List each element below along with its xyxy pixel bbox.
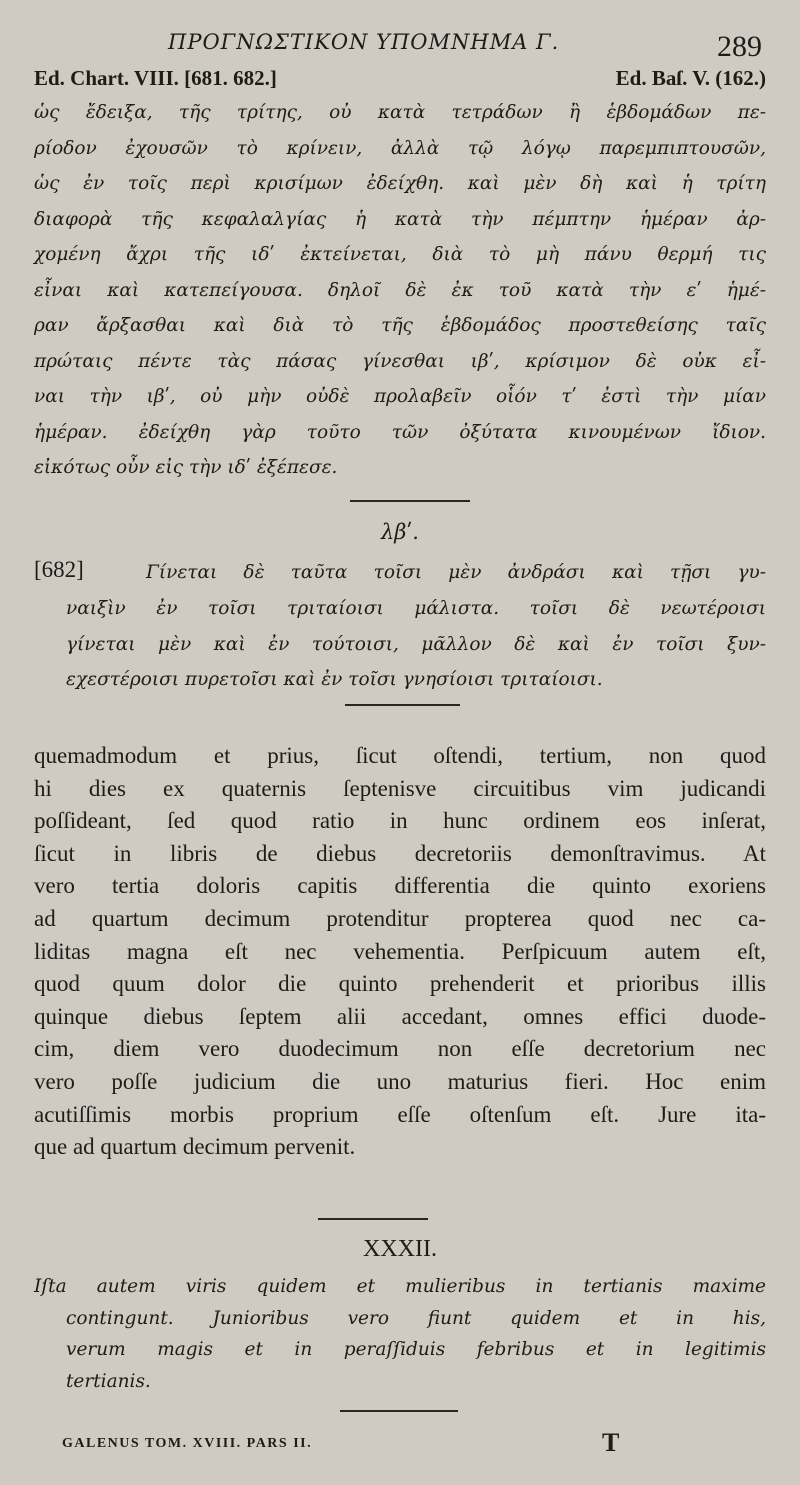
greek-commentary-line: διαφορὰ τῆς κεφαλαλγίας ἡ κατὰ τὴν πέμπτην ἡμέραν ἀρ- (34, 208, 766, 230)
greek-commentary-line: ραν ἄρξασθαι καὶ διὰ τὸ τῆς ἑβδομάδος προστεθείσης ταῖς (34, 315, 766, 336)
greek-commentary-line: χομένη ἄχρι τῆς ιδʹ ἐκτείνεται, διὰ τὸ μὴ πάνυ θερμή τις (34, 244, 766, 265)
aphorism-greek (146, 555, 766, 591)
latin-commentary-line: cim, diem vero duodecimum non eſſe decretorium nec (34, 1036, 766, 1062)
aphorism-line: Γίνεται δὲ ταῦτα τοῖσι μὲν ἀνδράσι καὶ τῇσι γυ- (146, 562, 766, 583)
latin-commentary-line: quod quum dolor die quinto prehenderit et prioribus illis (34, 971, 766, 997)
greek-commentary-line: ὡς ἔδειξα, τῆς τρίτης, οὐ κατὰ τετράδων ἢ ἑβδομάδων πε- (34, 102, 766, 123)
aphorism-greek-continued (34, 591, 766, 698)
latin-commentary-line: que ad quartum decimum pervenit. (34, 1134, 356, 1160)
latin-commentary-line: vero tertia doloris capitis differentia die quinto exoriens (34, 873, 766, 899)
greek-commentary-line: ἡμέραν. ἐδείχθη γὰρ τοῦτο τῶν ὀξύτατα κινουμένων ἴδιον. (34, 421, 766, 443)
running-title: ΠΡΟΓΝΩΣΤΙΚΟΝ ΥΠΟΜΝΗΜΑ Γ. (168, 30, 560, 54)
greek-commentary-line: ὡς ἐν τοῖς περὶ κρισίμων ἐδείχθη. καὶ μὲν δὴ καὶ ἡ τρίτη (34, 173, 766, 194)
latin-commentary-line: ſicut in libris de diebus decretoriis demonſtravimus. At (34, 840, 766, 866)
latin-commentary-line: hi dies ex quaternis ſeptenisve circuitibus vim judicandi (34, 775, 766, 801)
page-reference: [682] (34, 557, 84, 582)
page-footer (62, 1428, 712, 1458)
latin-commentary-line: vero poſſe judicium die uno maturius fieri. Hoc enim (34, 1068, 766, 1094)
greek-commentary-line: πρώταις πέντε τὰς πάσας γίνεσθαι ιβʹ, κρίσιμον δὲ οὐκ εἶ- (34, 350, 766, 372)
section-divider (350, 500, 470, 502)
section-number: XXXII. (363, 1236, 437, 1262)
latin-aphorism (34, 1271, 766, 1397)
section-divider (345, 704, 460, 706)
latin-commentary-line: acutiſſimis morbis proprium eſſe oſtenſum eſt. Jure ita- (34, 1101, 766, 1127)
greek-commentary-line: εἶναι καὶ κατεπείγουσα. δηλοῖ δὲ ἐκ τοῦ κατὰ τὴν εʹ ἡμέ- (34, 279, 766, 301)
latin-aphorism-line: tertianis. (66, 1370, 151, 1392)
greek-commentary (34, 95, 766, 486)
latin-aphorism-line: Iſta autem viris quidem et mulieribus in tertianis maxime (34, 1276, 766, 1297)
latin-commentary-line: quinque diebus ſeptem alii accedant, omnes effici duode- (34, 1003, 766, 1029)
edition-line (34, 66, 766, 94)
aphorism-line: εχεστέροισι πυρετοῖσι καὶ ἐν τοῖσι γνησίοισι τριταίοισι. (66, 669, 603, 690)
section-divider (318, 1218, 428, 1220)
latin-commentary (34, 740, 766, 1164)
section-label: λβʹ. (381, 520, 419, 544)
signature-mark: T (602, 1428, 620, 1457)
edition-chartier: Ed. Chart. VIII. [681. 682.] (34, 66, 277, 90)
latin-commentary-line: quemadmodum et prius, ſicut oſtendi, tertium, non quod (34, 743, 766, 768)
section-divider (340, 1410, 458, 1412)
page-number: 289 (717, 30, 762, 63)
latin-commentary-line: ad quartum decimum protenditur propterea quod nec ca- (34, 905, 766, 931)
printer-signature: GALENUS TOM. XVIII. PARS II. (62, 1436, 313, 1451)
latin-aphorism-line: verum magis et in peraſſiduis febribus et in legitimis (66, 1339, 766, 1360)
greek-commentary-line: ρίοδον ἐχουσῶν τὸ κρίνειν, ἀλλὰ τῷ λόγῳ παρεμπιπτουσῶν, (34, 137, 766, 159)
greek-commentary-line: ναι τὴν ιβʹ, οὐ μὴν οὐδὲ προλαβεῖν οἷόν τʹ ἐστὶ τὴν μίαν (34, 386, 766, 407)
latin-commentary-line: poſſideant, ſed quod ratio in hunc ordinem eos inſerat, (34, 808, 766, 834)
aphorism-line: ναιξὶν ἐν τοῖσι τριταίοισι μάλιστα. τοῖσι δὲ νεωτέροισι (66, 598, 766, 619)
aphorism-line: γίνεται μὲν καὶ ἐν τούτοισι, μᾶλλον δὲ καὶ ἐν τοῖσι ξυν- (66, 633, 766, 655)
running-head (0, 26, 800, 66)
edition-basel: Ed. Baſ. V. (162.) (615, 66, 766, 90)
greek-commentary-line: εἰκότως οὖν εἰς τὴν ιδʹ ἐξέπεσε. (34, 457, 338, 478)
latin-commentary-line: liditas magna eſt nec vehementia. Perſpicuum autem eſt, (34, 938, 766, 964)
latin-aphorism-line: contingunt. Junioribus vero fiunt quidem et in his, (66, 1307, 766, 1329)
